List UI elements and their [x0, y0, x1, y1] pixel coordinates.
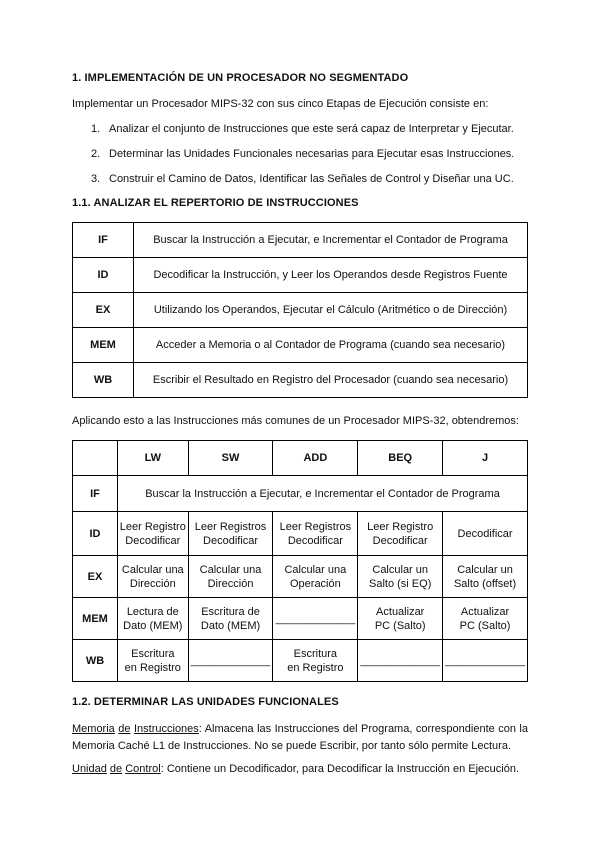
cell-line: Leer Registros: [279, 520, 352, 533]
stage-key: MEM: [73, 328, 134, 363]
cell-line: Actualizar: [376, 605, 425, 618]
column-header: J: [443, 441, 528, 476]
matrix-cell: [273, 640, 358, 682]
corner-cell: [73, 441, 118, 476]
table-row: [73, 598, 528, 640]
list-item: [91, 173, 514, 185]
memoria-paragraph: [72, 721, 528, 755]
stages-table: [72, 222, 528, 398]
matrix-cell: [118, 512, 189, 556]
matrix-cell: [358, 640, 443, 682]
matrix-cell: [358, 512, 443, 556]
section-1-1-heading: 1.1. ANALIZAR EL REPERTORIO DE INSTRUCCIONES: [72, 197, 359, 209]
cell-line: _____________: [190, 654, 271, 667]
cell-line: Escritura: [131, 647, 175, 660]
list-text: Construir el Camino de Datos, Identificar las Señales de Control y Diseñar una UC.: [109, 173, 514, 185]
cell-line: _____________: [445, 654, 525, 667]
column-header: BEQ: [358, 441, 443, 476]
cell-line: Escritura de: [201, 605, 260, 618]
header-row: [73, 441, 528, 476]
term-word: de: [118, 723, 131, 735]
row-key: MEM: [73, 598, 118, 640]
matrix-cell: [443, 598, 528, 640]
section-1-heading: 1. IMPLEMENTACIÓN DE UN PROCESADOR NO SEGMENTADO: [72, 72, 409, 84]
list-item: [91, 148, 514, 160]
table-row: [73, 556, 528, 598]
cell-line: Operación: [289, 577, 341, 590]
cell-line: Leer Registros: [194, 520, 267, 533]
cell-line: Calcular un: [457, 563, 513, 576]
table-row: [73, 293, 528, 328]
matrix-cell: [118, 556, 189, 598]
table-row: [73, 258, 528, 293]
cell-line: _____________: [275, 612, 356, 625]
cell-line: Calcular una: [199, 563, 262, 576]
list-number: 1.: [91, 123, 101, 135]
list-item: [91, 123, 514, 135]
table-row: [73, 328, 528, 363]
term-word: Instrucciones: [133, 723, 199, 735]
term-word: Memoria: [72, 723, 115, 735]
row-key: WB: [73, 640, 118, 682]
matrix-cell: [443, 640, 528, 682]
matrix-cell: [358, 556, 443, 598]
cell-line: Dirección: [129, 577, 176, 590]
cell-line: Decodificar: [125, 534, 181, 547]
cell-line: Escritura: [293, 647, 338, 660]
table-row: [73, 640, 528, 682]
row-key: EX: [73, 556, 118, 598]
cell-line: Calcular una: [284, 563, 347, 576]
matrix-cell: [358, 598, 443, 640]
matrix-cell: [118, 640, 189, 682]
stage-desc: Escribir el Resultado en Registro del Procesador (cuando sea necesario): [134, 363, 528, 398]
matrix-cell: [118, 598, 189, 640]
table-row: [73, 223, 528, 258]
table-row: [73, 363, 528, 398]
list-text: Analizar el conjunto de Instrucciones que este será capaz de Interpretar y Ejecutar.: [109, 123, 514, 135]
column-header: ADD: [273, 441, 358, 476]
stage-key: WB: [73, 363, 134, 398]
cell-line: Decodificar: [203, 534, 259, 547]
row-key: IF: [73, 476, 118, 512]
cell-line: Salto (offset): [453, 577, 517, 590]
term-word: Unidad: [72, 763, 107, 775]
cell-line: Salto (si EQ): [369, 577, 432, 590]
cell-line: Calcular una: [121, 563, 184, 576]
stage-desc: Acceder a Memoria o al Contador de Programa (cuando sea necesario): [134, 328, 528, 363]
paragraph-text: : Contiene un Decodificador, para Decodificar la Instrucción en Ejecución.: [160, 763, 520, 775]
cell-line: PC (Salto): [374, 619, 426, 632]
cell-line: PC (Salto): [459, 619, 511, 632]
cell-line: Dirección: [207, 577, 254, 590]
stage-key: IF: [73, 223, 134, 258]
section-1-2-heading: 1.2. DETERMINAR LAS UNIDADES FUNCIONALES: [72, 696, 339, 708]
cell-line: Decodificar: [287, 534, 343, 547]
cell-line: Actualizar: [460, 605, 510, 618]
row-key: ID: [73, 512, 118, 556]
matrix-cell: [443, 556, 528, 598]
list-number: 3.: [91, 173, 101, 185]
stage-desc: Utilizando los Operandos, Ejecutar el Cálculo (Aritmético o de Dirección): [134, 293, 528, 328]
if-row-text: Buscar la Instrucción a Ejecutar, e Incrementar el Contador de Programa: [118, 476, 528, 512]
cell-line: Leer Registro: [119, 520, 186, 533]
cell-line: Lectura de: [126, 605, 179, 618]
matrix-cell: [443, 512, 528, 556]
section-1-intro: Implementar un Procesador MIPS-32 con sus cinco Etapas de Ejecución consiste en:: [72, 98, 489, 110]
table-row: [73, 512, 528, 556]
cell-line: Calcular un: [372, 563, 429, 576]
column-header: SW: [188, 441, 273, 476]
term-word: Control: [125, 763, 161, 775]
cell-line: Decodificar: [372, 534, 428, 547]
matrix-cell: [188, 512, 273, 556]
matrix-cell: [273, 556, 358, 598]
list-number: 2.: [91, 148, 101, 160]
cell-line: _____________: [360, 654, 440, 667]
matrix-cell: [273, 512, 358, 556]
stage-desc: Decodificar la Instrucción, y Leer los Operandos desde Registros Fuente: [134, 258, 528, 293]
cell-line: en Registro: [124, 661, 181, 674]
matrix-cell: [273, 598, 358, 640]
paragraph-text: : Almacena las Instrucciones del Programa, correspondiente con la Memoria Caché L1 de Instrucciones. No se puede Escribir, por tanto sólo permite Lectura.: [72, 723, 528, 752]
list-text: Determinar las Unidades Funcionales necesarias para Ejecutar esas Instrucciones.: [109, 148, 515, 160]
matrix-cell: [188, 640, 273, 682]
term-word: de: [109, 763, 123, 775]
cell-line: Dato (MEM): [123, 619, 183, 632]
unidad-paragraph: [72, 761, 528, 778]
stage-key: EX: [73, 293, 134, 328]
cell-line: Decodificar: [457, 527, 513, 540]
applying-text: Aplicando esto a las Instrucciones más comunes de un Procesador MIPS-32, obtendremos:: [72, 415, 519, 427]
matrix-cell: [188, 556, 273, 598]
table-row: [73, 476, 528, 512]
stage-desc: Buscar la Instrucción a Ejecutar, e Incrementar el Contador de Programa: [134, 223, 528, 258]
instruction-matrix: [72, 440, 528, 682]
cell-line: Dato (MEM): [200, 619, 261, 632]
cell-line: en Registro: [287, 661, 344, 674]
matrix-cell: [188, 598, 273, 640]
cell-line: Leer Registro: [367, 520, 434, 533]
stage-key: ID: [73, 258, 134, 293]
column-header: LW: [118, 441, 189, 476]
